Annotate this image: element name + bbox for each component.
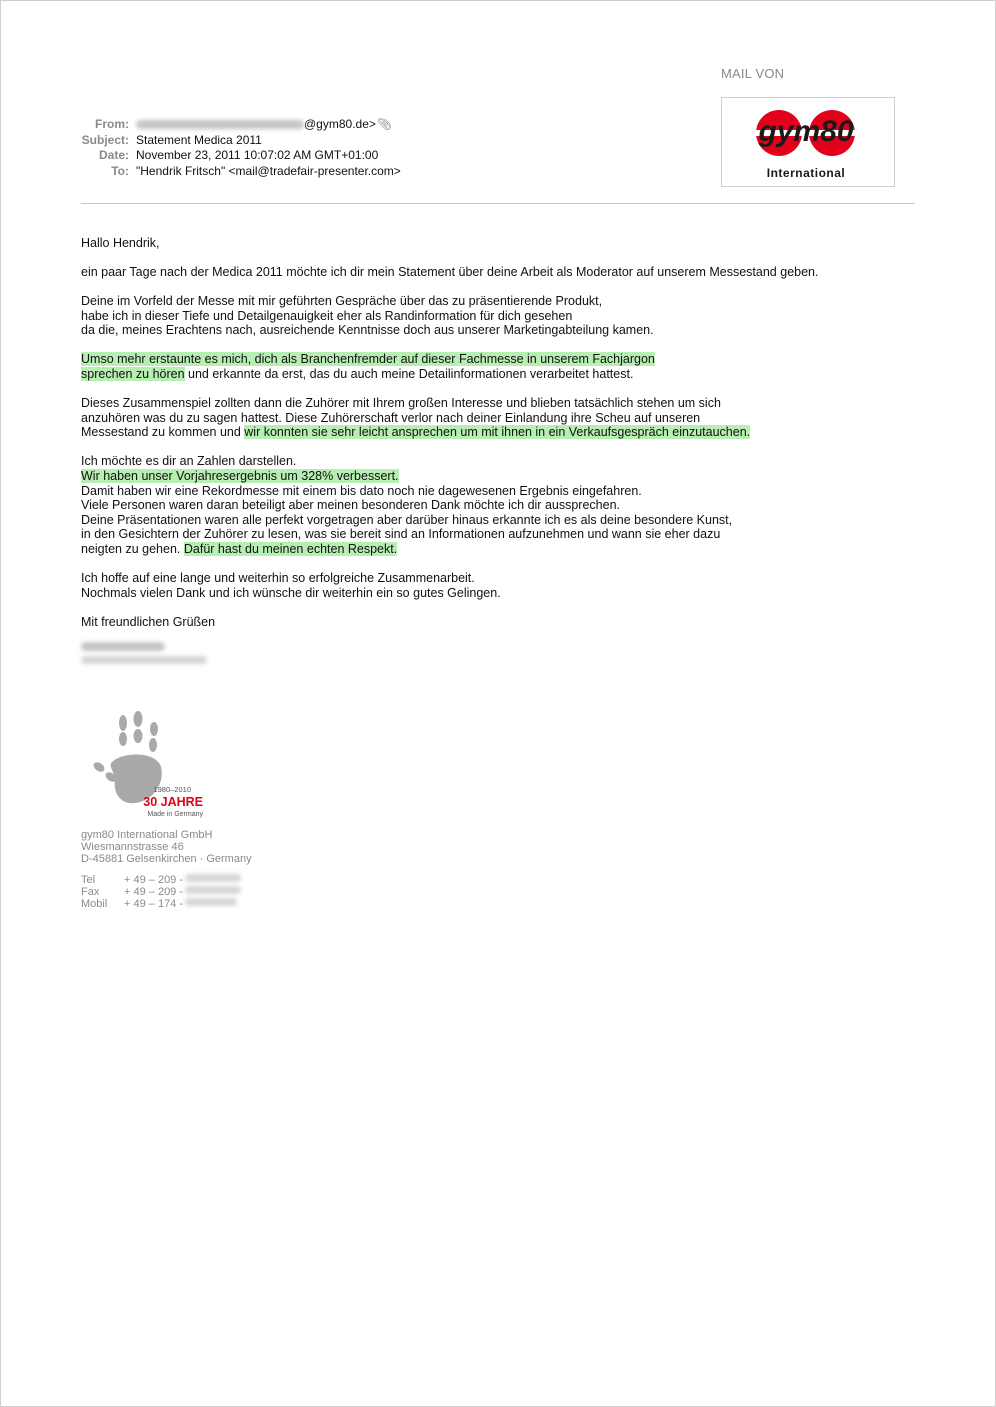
paperclip-icon: 📎︎ [376,117,393,131]
p6-line-1: Ich hoffe auf eine lange und weiterhin so erfolgreiche Zusammenarbeit. [81,571,475,586]
email-body [81,236,921,644]
contact-value: + 49 – 174 - [124,898,184,910]
from-value [136,117,392,133]
header-divider [81,203,915,204]
p2-line-1: Deine im Vorfeld der Messe mit mir geführten Gespräche über das zu präsentierende Produkt, [81,294,603,309]
p4-line-2: anzuhören was du zu sagen hattest. Diese Zuhörerschaft verlor nach deiner Einlandung ihre Scheu auf unseren [81,410,701,425]
email-headers [81,117,401,179]
subject-value: Statement Medica 2011 [136,132,262,147]
contact-fax [81,886,241,898]
handprint-icon [92,711,162,803]
p5-line-6: in den Gesichtern der Zuhörer zu lesen, was sie bereit sind an Informationen aufzunehmen und wann sie eher dazu [81,527,721,542]
header-date-row [81,148,401,164]
contact-label: Fax [81,886,100,898]
anniversary-title: 30 JAHRE [143,795,203,809]
anniversary-subtitle: Made in Germany [147,811,203,818]
redacted-title [81,656,207,664]
header-subject-row [81,133,401,149]
highlight-verkaufsgespraech: wir konnten sie sehr leicht ansprechen um mit ihnen in ein Verkaufsgespräch einzutauchen. [244,425,751,440]
p4-line-3: Messestand zu kommen und [81,425,245,440]
paragraph-6 [81,571,921,600]
anniversary-years: 1980–2010 [153,785,191,794]
address-company: gym80 International GmbH [81,829,213,841]
p5-line-5: Deine Präsentationen waren alle perfekt vorgetragen aber darüber hinaus erkannte ich es als deine besondere Kunst, [81,512,733,527]
contact-label: Tel [81,874,96,886]
closing: Mit freundlichen Grüßen [81,614,216,629]
p6-line-2: Nochmals vielen Dank und ich wünsche dir weiterhin ein so gutes Gelingen. [81,585,501,600]
redacted-signature [81,642,207,664]
redacted-number [185,874,241,882]
date-value: November 23, 2011 10:07:02 AM GMT+01:00 [136,148,379,162]
address-street: Wiesmannstrasse 46 [81,841,184,853]
contact-value: + 49 – 209 - [124,886,184,898]
highlight-sprechen: sprechen zu hören [81,367,185,382]
paragraph-2 [81,294,921,338]
contact-value: + 49 – 209 - [124,874,184,886]
redacted-number [185,886,241,894]
p3-rest: und erkannte da erst, das du auch meine Detailinformationen verarbeitet hattest. [184,367,634,382]
highlight-vorjahresergebnis: Wir haben unser Vorjahresergebnis um 328% verbessert. [81,469,399,484]
p4-line-1: Dieses Zusammenspiel zollten dann die Zuhörer mit Ihrem großen Interesse und blieben tatsächlich stehen um sich [81,396,721,411]
date-label: Date: [98,148,129,162]
subject-label: Subject: [81,132,129,147]
redacted-sender [136,120,304,129]
paragraph-3 [81,352,921,381]
contact-list [81,874,241,910]
logo-subtitle: International [766,166,846,180]
mail-von-label: MAIL VON [721,66,785,81]
p5-line-3: Damit haben wir eine Rekordmesse mit einem bis dato noch nie dagewesenen Ergebnis eingefahren. [81,483,642,498]
header-from-row [81,117,401,133]
logo-wordmark: gym80 [758,115,854,148]
anniversary-logo [87,707,217,828]
from-label: From: [95,117,129,131]
address-city: D-45881 Gelsenkirchen · Germany [81,853,252,865]
contact-mobil [81,898,241,910]
from-domain: @gym80.de> [304,117,376,131]
gym80-logo [721,97,895,187]
greeting: Hallo Hendrik, [81,236,160,250]
paragraph-5 [81,454,921,556]
contact-label: Mobil [81,898,108,910]
paragraph-4 [81,396,921,440]
highlight-respekt: Dafür hast du meinen echten Respekt. [183,542,398,556]
to-label: To: [111,163,129,178]
p5-line-1: Ich möchte es dir an Zahlen darstellen. [81,454,297,469]
paragraph-1: ein paar Tage nach der Medica 2011 möchte ich dir mein Statement über deine Arbeit als Moderator auf unserem Messestand geben. [81,265,819,280]
redacted-number [185,898,237,906]
p5-line-7: neigten zu gehen. [81,542,184,556]
p2-line-2: habe ich in dieser Tiefe und Detailgenauigkeit eher als Randinformation für dich gesehen [81,308,573,323]
company-address [81,829,252,865]
to-value: "Hendrik Fritsch" <mail@tradefair-presenter.com> [136,163,401,178]
p5-line-4: Viele Personen waren daran beteiligt aber meinen besonderen Dank möchte ich dir aussprechen. [81,498,620,513]
header-to-row [81,164,401,180]
redacted-name [81,642,165,651]
p2-line-3: da die, meines Erachtens nach, ausreichende Kenntnisse doch aus unserer Marketingabteilung kamen. [81,323,654,338]
contact-tel [81,874,241,886]
highlight-branchenfremder: Umso mehr erstaunte es mich, dich als Branchenfremder auf dieser Fachmesse in unserem Fachjargon [81,352,655,367]
